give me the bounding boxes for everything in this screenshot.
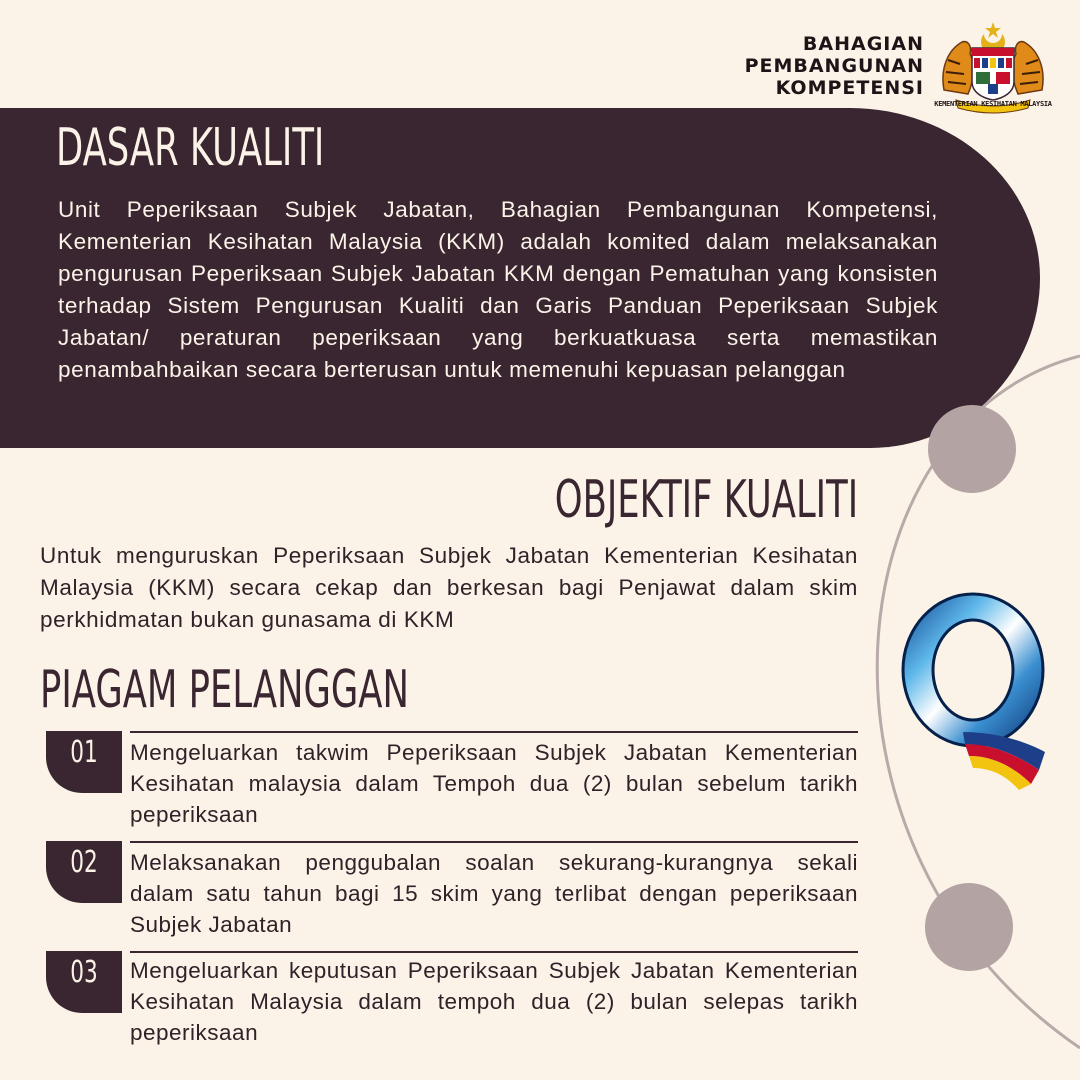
ministry-name: KEMENTERIAN KESIHATAN MALAYSIA (934, 100, 1052, 108)
piagam-item-divider (130, 731, 858, 733)
decorative-circle-bottom (925, 883, 1013, 971)
decorative-circle-top (928, 405, 1016, 493)
piagam-item-text: Melaksanakan penggubalan soalan sekurang-kurangnya sekali dalam satu tahun bagi 15 skim yang terlibat dengan peperiksaan Subjek Jabatan (130, 850, 858, 937)
dasar-body: Unit Peperiksaan Subjek Jabatan, Bahagian Pembangunan Kompetensi, Kementerian Kesihatan Malaysia (KKM) adalah komited dalam melaksanakan pengurusan Peperiksaan Subjek Jabatan KKM dengan Pematuhan yang konsisten terhadap Sistem Pengurusan Kualiti dan Garis Panduan Peperiksaan Subjek Jabatan/ peraturan peperiksaan yang berkuatkuasa serta memastikan penambahbaikan secara berterusan untuk memenuhi kepuasan pelanggan (58, 197, 938, 382)
dasar-title: DASAR KUALITI (56, 118, 325, 178)
piagam-item-text: Mengeluarkan keputusan Peperiksaan Subjek Jabatan Kementerian Kesihatan Malaysia dalam tempoh dua (2) bulan selepas tarikh peperiksaan (130, 958, 858, 1045)
piagam-item-text: Mengeluarkan takwim Peperiksaan Subjek Jabatan Kementerian Kesihatan malaysia dalam Tempoh dua (2) bulan sebelum tarikh peperiksaan (130, 740, 858, 827)
piagam-item-number-tab (46, 951, 122, 1013)
objektif-body: Untuk menguruskan Peperiksaan Subjek Jabatan Kementerian Kesihatan Malaysia (KKM) secara cekap dan berkesan bagi Penjawat dalam skim perkhidmatan bukan gunasama di KKM (40, 543, 858, 632)
piagam-item-number: 01 (70, 735, 98, 770)
piagam-title: PIAGAM PELANGGAN (40, 660, 409, 720)
org-name-line-3: KOMPETENSI (775, 77, 924, 99)
piagam-item-divider (130, 841, 858, 843)
org-name-line-1: BAHAGIAN (802, 33, 924, 55)
piagam-item-number: 02 (70, 845, 98, 880)
org-name-line-2: PEMBANGUNAN (744, 55, 924, 77)
piagam-item-number-tab (46, 841, 122, 903)
piagam-item-number: 03 (70, 955, 98, 990)
piagam-item-number-tab (46, 731, 122, 793)
org-name (745, 33, 924, 99)
objektif-title: OBJEKTIF KUALITI (554, 470, 858, 530)
quality-q-logo-icon (893, 592, 1053, 792)
piagam-item-divider (130, 951, 858, 953)
